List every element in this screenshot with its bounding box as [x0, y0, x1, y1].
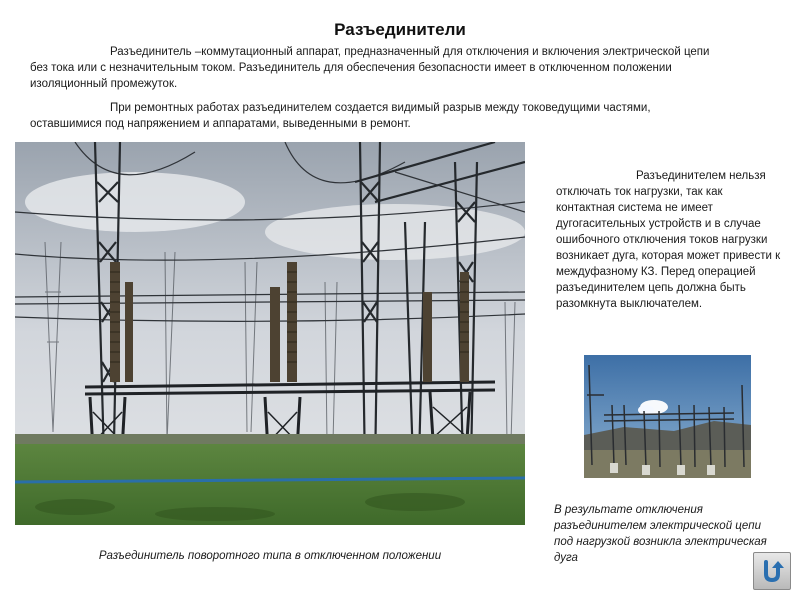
substation-photo	[15, 142, 525, 525]
warning-paragraph	[556, 168, 781, 312]
arc-photo-caption: В результате отключения разъединителем электрической цепи под нагрузкой возникла электрическая дуга	[554, 504, 767, 564]
warning-text: Разъединителем нельзя отключать ток нагрузки, так как контактная система не имеет дугогасительных устройств и в случае ошибочного отключения токов нагрузки возникает дуга, которая может привести к междуфазному КЗ. Перед операцией разъединителем цепь должна быть разомкнута выключателем.	[556, 170, 781, 310]
definition-paragraph	[30, 44, 720, 92]
return-button[interactable]	[753, 552, 791, 590]
repair-text: При ремонтных работах разъединителем создается видимый разрыв между токоведущими частями, оставшимися под напряжением и аппаратами, выведенными в ремонт.	[30, 102, 651, 130]
page-title: Разъединители	[334, 20, 466, 39]
electric-arc-photo	[584, 355, 751, 478]
return-arrow-icon	[758, 557, 786, 585]
repair-paragraph	[30, 100, 720, 132]
definition-text: Разъединитель –коммутационный аппарат, предназначенный для отключения и включения электрической цепи без тока или с незначительным током. Разъединитель для обеспечения безопасности имеет в отключенном положении изоляционный промежуток.	[30, 46, 710, 90]
main-photo-caption: Разъединитель поворотного типа в отключенном положении	[98, 550, 442, 562]
